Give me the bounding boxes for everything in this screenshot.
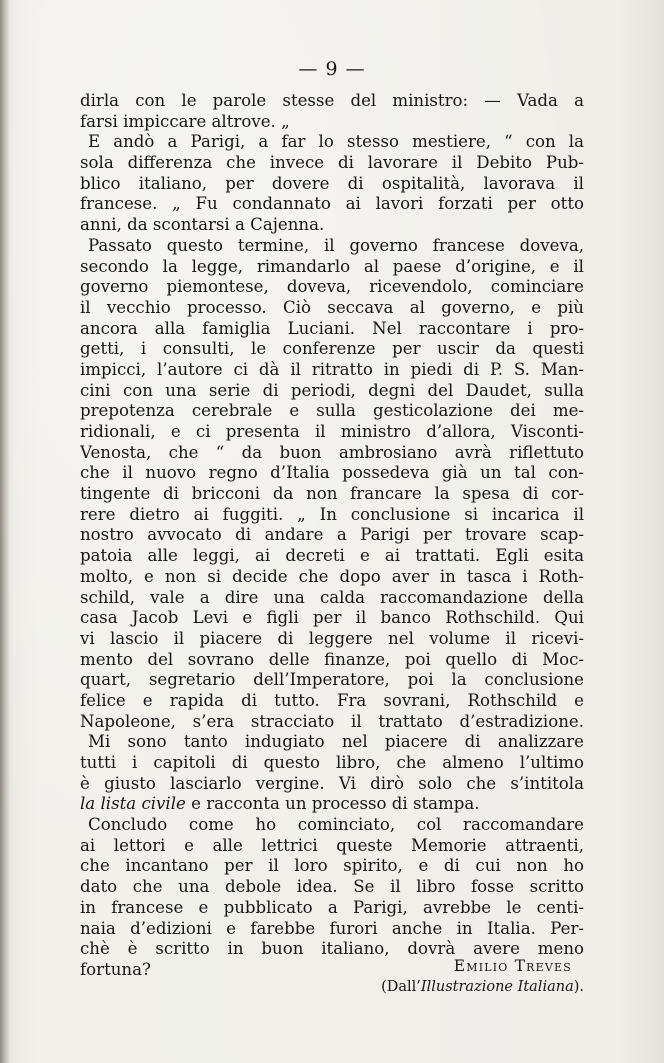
text-line: governo piemontese, doveva, ricevendolo, cominciare <box>80 277 584 297</box>
text-line: è giusto lasciarlo vergine. Vi dirò solo che s’intitola <box>80 773 584 793</box>
page-gutter-shadow <box>0 0 10 1063</box>
text-line: Mi sono tanto indugiato nel piacere di analizzare <box>88 732 584 752</box>
text-line: dato che una debole idea. Se il libro fosse scritto <box>80 877 584 897</box>
italic-title: la lista civile <box>80 794 186 814</box>
text-line: quart, segretario dell’Imperatore, poi la conclusione <box>80 670 584 690</box>
text-line: Napoleone, s’era stracciato il trattato d’estradizione. <box>80 711 584 731</box>
text-line: il vecchio processo. Ciò seccava al governo, e più <box>80 297 584 317</box>
text-line: naia d’edizioni e farebbe furori anche in Italia. Per- <box>80 918 584 938</box>
text-line: Concludo come ho cominciato, col raccomandare <box>88 815 584 835</box>
source-title: Illustrazione Italiana <box>420 979 574 995</box>
text-line: ai lettori e alle lettrici queste Memorie attraenti, <box>80 835 584 855</box>
text-line: felice e rapida di tutto. Fra sovrani, Rothschild e <box>80 690 584 710</box>
text-line: rere dietro ai fuggiti. „ In conclusione si incarica il <box>80 504 584 524</box>
text-line: casa Jacob Levi e figli per il banco Rothschild. Qui <box>80 608 584 628</box>
text-line: impicci, l’autore ci dà il ritratto in piedi di P. S. Man- <box>80 359 584 379</box>
text-line: tutti i capitoli di questo libro, che almeno l’ultimo <box>80 753 584 772</box>
text-line: vi lascio il piacere di leggere nel volume il ricevi- <box>80 628 584 648</box>
text-line: ancora alla famiglia Luciani. Nel raccontare i pro- <box>80 318 584 338</box>
body-text <box>80 91 584 981</box>
text-line: fortuna? <box>80 959 151 979</box>
text-line: Passato questo termine, il governo francese doveva, <box>88 235 584 255</box>
source-suffix: ). <box>573 979 584 995</box>
text-line: sola differenza che invece di lavorare il Debito Pub- <box>80 153 584 173</box>
text-line: getti, i consulti, le conferenze per uscir da questi <box>80 339 584 359</box>
text-line: francese. „ Fu condannato ai lavori forzati per otto <box>80 194 584 214</box>
text-line: prepotenza cerebrale e sulla gesticolazione dei me- <box>80 401 584 421</box>
text-line: mento del sovrano delle finanze, poi quello di Moc- <box>80 649 584 669</box>
text-line: Venosta, che “ da buon ambrosiano avrà riflettuto <box>80 442 584 462</box>
line-rest: e racconta un processo di stampa. <box>185 794 480 814</box>
author-name: Emilio Treves <box>453 957 572 975</box>
text-line: tingente di bricconi da non francare la spesa di cor- <box>80 484 584 504</box>
text-line: che il nuovo regno d’Italia possedeva già un tal con- <box>80 463 584 483</box>
text-line: E andò a Parigi, a far lo stesso mestiere, “ con la <box>88 132 584 152</box>
text-line: farsi impiccare altrove. „ <box>80 111 290 131</box>
source-citation <box>380 977 584 998</box>
text-line: blico italiano, per dovere di ospitalità, lavorava il <box>80 173 584 193</box>
text-line: ridionali, e ci presenta il ministro d’allora, Visconti- <box>80 422 584 441</box>
text-line: anni, da scontarsi a Cajenna. <box>80 215 325 235</box>
text-line: molto, e non si decide che dopo aver in tasca i Roth- <box>80 566 584 586</box>
text-line: secondo la legge, rimandarlo al paese d’origine, e il <box>80 256 584 276</box>
page-number: — 9 — <box>298 58 366 80</box>
text-line: dirla con le parole stesse del ministro: — Vada a <box>80 91 584 110</box>
text-line: in francese e pubblicato a Parigi, avrebbe le centi- <box>80 897 584 917</box>
text-line: nostro avvocato di andare a Parigi per trovare scap- <box>80 525 584 545</box>
text-line: che incantano per il loro spirito, e di cui non ho <box>80 856 584 876</box>
signature-block <box>380 956 584 998</box>
text-line: chè è scritto in buon italiano, dovrà avere meno <box>80 939 584 959</box>
text-line <box>80 794 584 815</box>
text-line: cini con una serie di periodi, degni del Daudet, sulla <box>80 380 584 400</box>
source-prefix: (Dall’ <box>381 979 421 995</box>
text-line: patoia alle leggi, ai decreti e ai trattati. Egli esita <box>80 546 584 566</box>
text-line: schild, vale a dire una calda raccomandazione della <box>80 587 584 607</box>
